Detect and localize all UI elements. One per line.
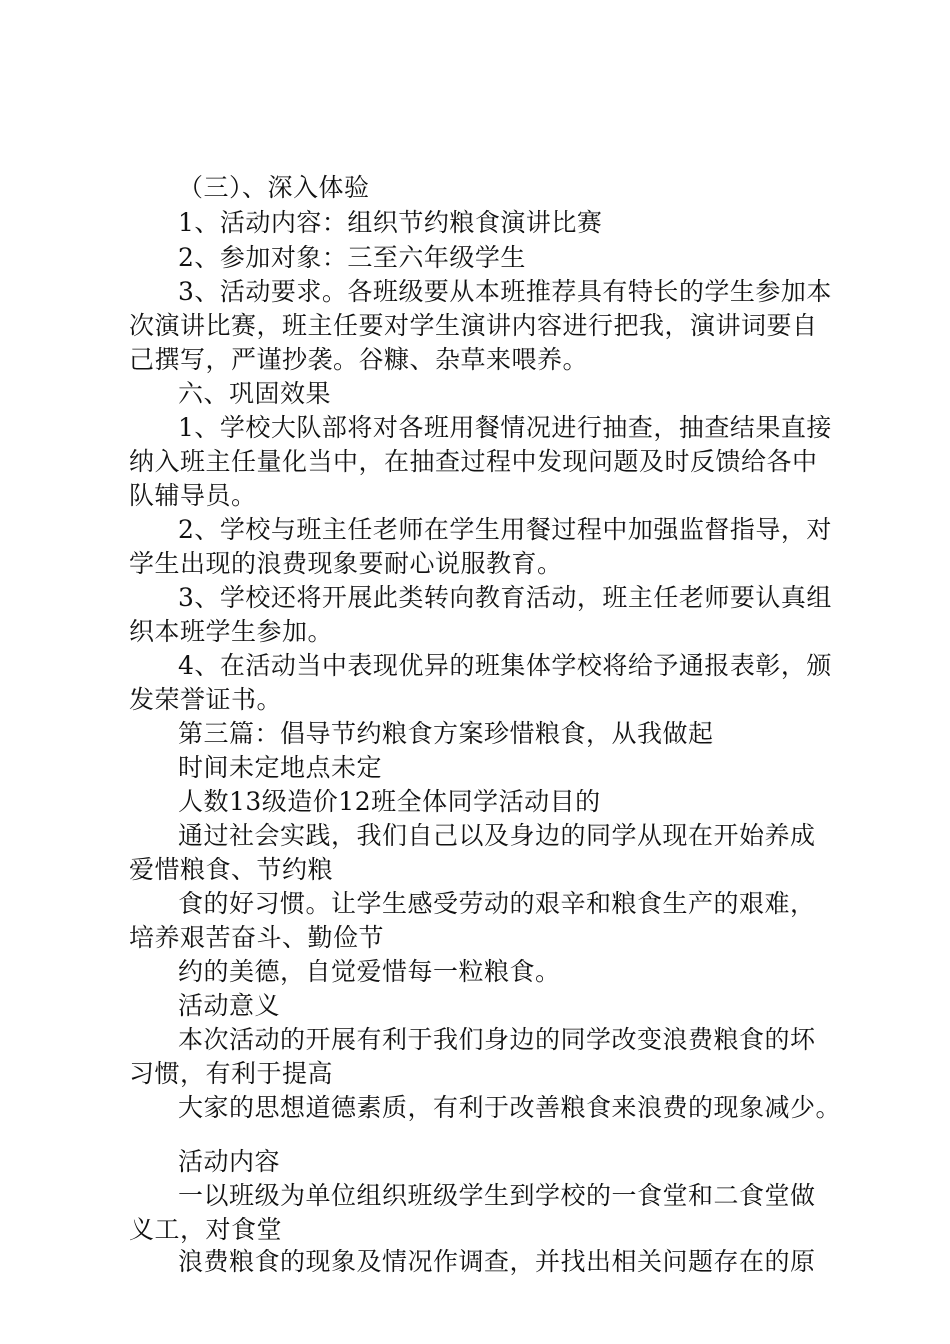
body-line: 约的美德，自觉爱惜每一粒粮食。 [178,957,561,986]
body-line: 食的好习惯。让学生感受劳动的艰辛和粮食生产的艰难， [178,889,816,918]
body-line: 4、在活动当中表现优异的班集体学校将给予通报表彰，颁 [178,651,832,680]
body-line: 浪费粮食的现象及情况作调查，并找出相关问题存在的原 [178,1247,816,1276]
body-line: 3、学校还将开展此类转向教育活动，班主任老师要认真组 [178,583,832,612]
body-line: 3、活动要求。各班级要从本班推荐具有特长的学生参加本 [178,277,832,306]
body-line: 1、学校大队部将对各班用餐情况进行抽查，抽查结果直接 [178,413,832,442]
body-line: 1、活动内容：组织节约粮食演讲比赛 [178,208,603,237]
body-line: 爱惜粮食、节约粮 [129,855,334,884]
body-line: 次演讲比赛，班主任要对学生演讲内容进行把我，演讲词要自 [129,311,818,340]
body-line: 通过社会实践，我们自己以及身边的同学从现在开始养成 [178,821,816,850]
body-line: 2、学校与班主任老师在学生用餐过程中加强监督指导，对 [178,515,832,544]
body-line: 时间未定地点未定 [178,753,383,782]
body-line: 一以班级为单位组织班级学生到学校的一食堂和二食堂做 [178,1181,816,1210]
body-line: 纳入班主任量化当中，在抽查过程中发现问题及时反馈给各中 [129,447,818,476]
body-line: 己撰写，严谨抄袭。谷糠、杂草来喂养。 [129,345,589,374]
body-line: 人数13级造价12班全体同学活动目的 [178,787,601,816]
body-line: 织本班学生参加。 [129,617,334,646]
section-heading-three: （三）、深入体验 [178,173,370,202]
body-line: 义工，对食堂 [129,1215,283,1244]
subheading-activity-content: 活动内容 [178,1147,281,1176]
body-line: 培养艰苦奋斗、勤俭节 [129,923,385,952]
body-line: 本次活动的开展有利于我们身边的同学改变浪费粮食的坏 [178,1025,816,1054]
body-line: 2、参加对象：三至六年级学生 [178,243,526,272]
body-line: 习惯，有利于提高 [129,1059,334,1088]
body-line: 队辅导员。 [129,481,257,510]
section-heading-six: 六、巩固效果 [178,379,332,408]
body-line: 发荣誉证书。 [129,685,283,714]
subheading-activity-meaning: 活动意义 [178,991,281,1020]
chapter-title: 第三篇：倡导节约粮食方案珍惜粮食，从我做起 [178,719,714,748]
body-line: 大家的思想道德素质，有利于改善粮食来浪费的现象减少。 [178,1093,842,1122]
body-line: 学生出现的浪费现象要耐心说服教育。 [129,549,563,578]
